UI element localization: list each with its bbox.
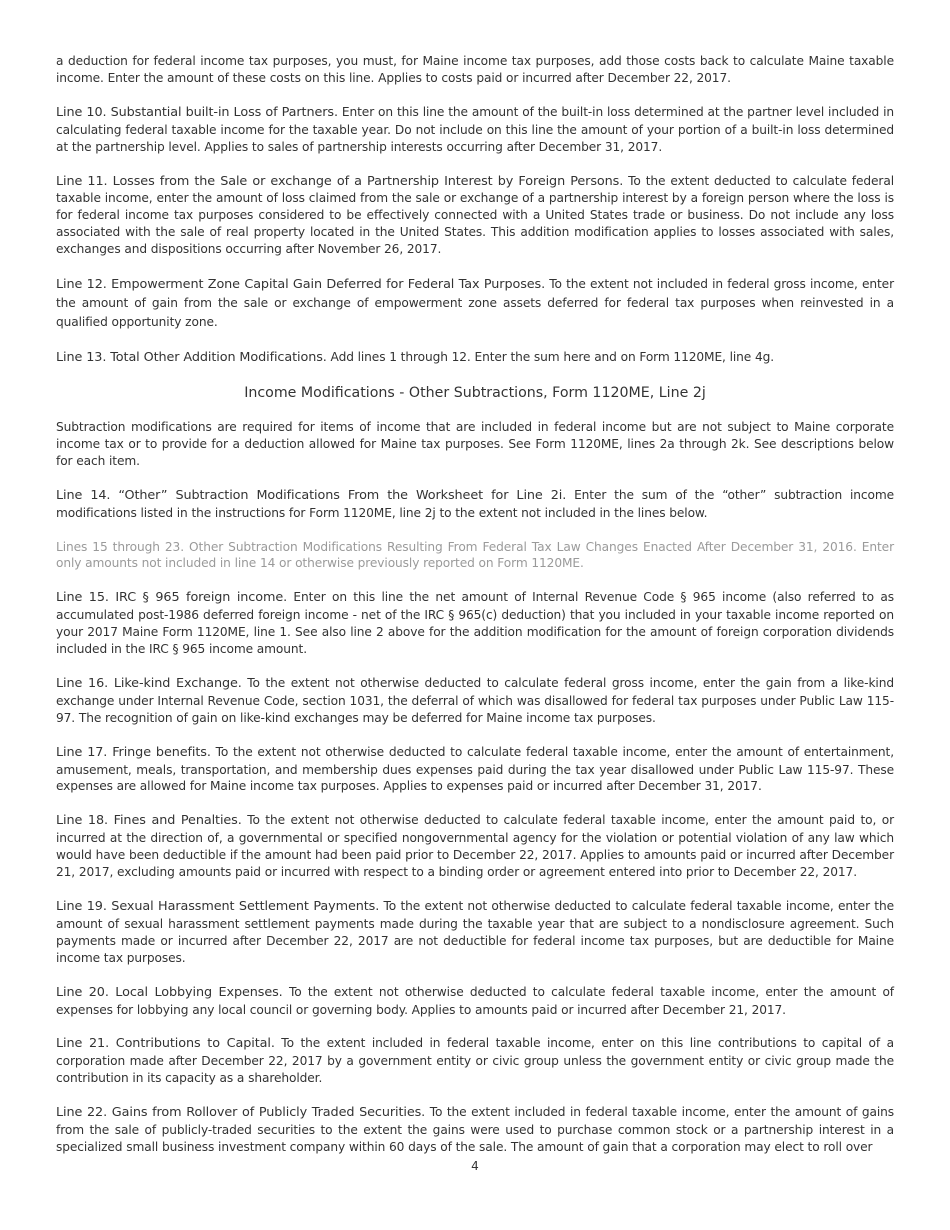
line-13-body: Add lines 1 through 12. Enter the sum here and on Form 1120ME, line 4g. — [326, 350, 775, 365]
line-14-paragraph — [56, 487, 894, 522]
line-20-heading: Line 20. Local Lobbying Expenses. — [56, 984, 283, 1000]
line-10-heading: Line 10. Substantial built-in Loss of Partners. — [56, 104, 338, 120]
line-17-body: To the extent not otherwise deducted to calculate federal taxable income, enter the amount of entertainment, amusement, meals, transportation, and membership dues expenses paid during the tax year disallowed under Public Law 115-97. These expenses are allowed for Maine income tax purposes. Applies to expenses paid or incurred after December 31, 2017. — [56, 744, 894, 794]
line-17-heading: Line 17. Fringe benefits. — [56, 744, 211, 760]
line-11-heading: Line 11. Losses from the Sale or exchange of a Partnership Interest by Foreign Persons. — [56, 173, 624, 189]
line-18-paragraph — [56, 812, 894, 881]
line-11-paragraph — [56, 173, 894, 259]
lines-15-23-paragraph — [56, 539, 894, 573]
line-10-paragraph — [56, 104, 894, 156]
line-21-heading: Line 21. Contributions to Capital. — [56, 1036, 275, 1052]
line-20-paragraph — [56, 984, 894, 1019]
line-12-paragraph — [56, 275, 894, 332]
line-18-body: To the extent not otherwise deducted to calculate federal taxable income, enter the amount paid to, or incurred at the direction of, a governmental or specified nongovernmental agency for the violation or potential violation of any law which would have been deductible if the amount had been paid prior to December 22, 2017. Applies to amounts paid or incurred after December 21, 2017, excluding amounts paid or incurred with respect to a binding order or agreement entered into prior to December 22, 2017. — [56, 813, 894, 880]
line-15-heading: Line 15. IRC § 965 foreign income. — [56, 590, 288, 606]
lines-15-23-text: Lines 15 through 23. Other Subtraction Modifications Resulting From Federal Tax Law Changes Enacted After December 31, 2016. Enter only amounts not included in line 14 or otherwise previously reported on Form 1120ME. — [56, 539, 894, 571]
line-12-heading: Line 12. Empowerment Zone Capital Gain Deferred for Federal Tax Purposes. — [56, 277, 546, 293]
line-12-body: To the extent not included in federal gross income, enter the amount of gain from the sale or exchange of empowerment zone assets deferred for federal tax purposes when reinvested in a qualified opportunity zone. — [56, 277, 894, 330]
line-15-paragraph — [56, 589, 894, 658]
page-number: 4 — [471, 1159, 479, 1173]
line-21-paragraph — [56, 1035, 894, 1087]
line-19-body: To the extent not otherwise deducted to calculate federal taxable income, enter the amount of sexual harassment settlement payments made during the taxable year that are subject to a nondisclosure agreement. Such payments made or incurred after December 22, 2017 are not deductible for federal income tax purposes, but are deductible for Maine income tax purposes. — [56, 899, 894, 965]
line-22-heading: Line 22. Gains from Rollover of Publicly Traded Securities. — [56, 1105, 426, 1121]
line-16-body: To the extent not otherwise deducted to calculate federal gross income, enter the gain from a like-kind exchange under Internal Revenue Code, section 1031, the deferral of which was disallowed for federal tax purposes under Public Law 115-97. The recognition of gain on like-kind exchanges may be deferred for Maine income tax purposes. — [56, 675, 894, 725]
intro-text: a deduction for federal income tax purposes, you must, for Maine income tax purposes, add those costs back to calculate Maine taxable income. Enter the amount of these costs on this line. Applies to costs paid or incurred after December 22, 2017. — [56, 54, 894, 85]
line-18-heading: Line 18. Fines and Penalties. — [56, 813, 242, 829]
line-16-heading: Line 16. Like-kind Exchange. — [56, 675, 242, 691]
line-19-paragraph — [56, 898, 894, 967]
intro-paragraph — [56, 53, 894, 87]
subtraction-intro-paragraph — [56, 419, 894, 470]
document-page — [56, 53, 894, 1173]
line-14-heading: Line 14. “Other” Subtraction Modifications From the Worksheet for Line 2i. — [56, 487, 567, 503]
subtraction-intro-text: Subtraction modifications are required for items of income that are included in federal income but are not subject to Maine corporate income tax or to provide for a deduction allowed for Maine tax purposes. See Form 1120ME, lines 2a through 2k. See descriptions below for each item. — [56, 419, 894, 468]
line-17-paragraph — [56, 744, 894, 796]
line-21-body: To the extent included in federal taxable income, enter on this line contributions to capital of a corporation made after December 22, 2017 by a government entity or civic group unless the government entity or civic group made the contribution in its capacity as a shareholder. — [56, 1036, 894, 1086]
section-title: Income Modifications - Other Subtractions, Form 1120ME, Line 2j — [244, 384, 706, 401]
line-13-heading: Line 13. Total Other Addition Modifications. — [56, 350, 327, 366]
line-15-body: Enter on this line the net amount of Internal Revenue Code § 965 income (also referred to as accumulated post-1986 deferred foreign income - net of the IRC § 965(c) deduction) that you included in your taxable income reported on your 2017 Maine Form 1120ME, line 1. See also line 2 above for the addition modification for the amount of foreign corporation dividends included in the IRC § 965 income amount. — [56, 590, 894, 657]
line-10-body: Enter on this line the amount of the built-in loss determined at the partner level included in calculating federal taxable income for the taxable year. Do not include on this line the amount of your portion of a built-in loss determined at the partnership level. Applies to sales of partnership interests occurring after December 31, 2017. — [56, 104, 894, 154]
line-22-body: To the extent included in federal taxable income, enter the amount of gains from the sale of publicly-traded securities to the extent the gains were used to purchase common stock or a partnership interest in a specialized small business investment company within 60 days of the sale. The amount of gain that a corporation may elect to roll over — [56, 1105, 894, 1154]
line-13-paragraph — [56, 349, 894, 367]
line-11-body: To the extent deducted to calculate federal taxable income, enter the amount of loss claimed from the sale or exchange of a partnership interest by a foreign person where the loss is for federal income tax purposes considered to be effectively connected with a United States trade or business. Do not include any loss associated with the sale of real property located in the United States. This addition modification applies to losses associated with sales, exchanges and dispositions occurring after November 26, 2017. — [56, 173, 894, 257]
line-22-paragraph — [56, 1104, 894, 1156]
line-14-body: Enter the sum of the “other” subtraction income modifications listed in the instructions for Form 1120ME, line 2j to the extent not included in the lines below. — [56, 487, 894, 520]
line-19-heading: Line 19. Sexual Harassment Settlement Payments. — [56, 899, 380, 914]
line-20-body: To the extent not otherwise deducted to calculate federal taxable income, enter the amount of expenses for lobbying any local council or governing body. Applies to amounts paid or incurred after December 21, 2017. — [56, 984, 894, 1017]
line-16-paragraph — [56, 675, 894, 727]
